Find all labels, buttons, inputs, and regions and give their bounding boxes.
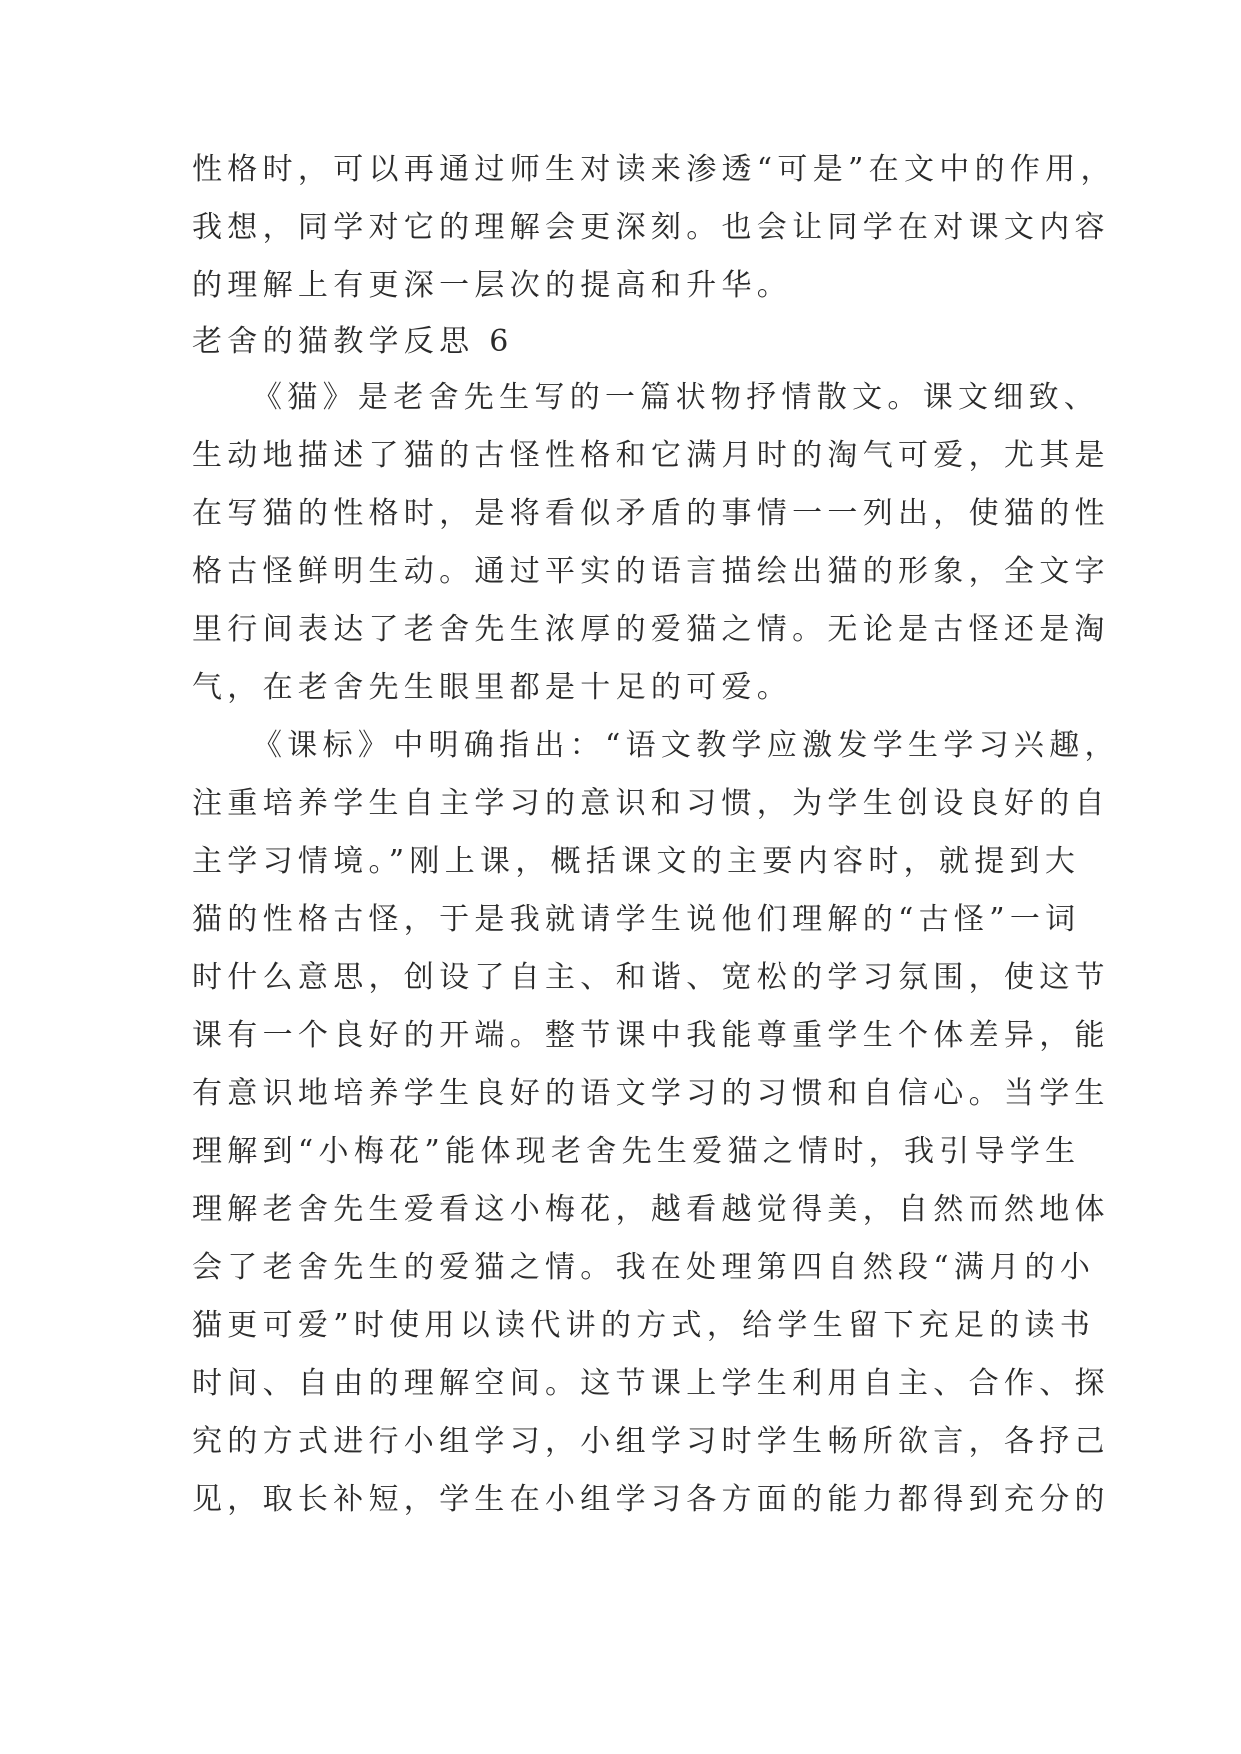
text-line: 的理解上有更深一层次的提高和升华。 [192, 268, 793, 303]
text-line: 注重培养学生自主学习的意识和习惯，为学生创设良好的自 [192, 786, 1110, 821]
text-line: 主学习情境。”刚上课，概括课文的主要内容时，就提到大 [192, 844, 1081, 879]
text-line: 《猫》是老舍先生写的一篇状物抒情散文。课文细致、 [252, 380, 1100, 415]
text-line: 见，取长补短，学生在小组学习各方面的能力都得到充分的 [192, 1482, 1110, 1517]
text-line: 理解到“小梅花”能体现老舍先生爱猫之情时，我引导学生 [192, 1134, 1081, 1169]
text-line: 在写猫的性格时，是将看似矛盾的事情一一列出，使猫的性 [192, 496, 1110, 531]
text-line: 里行间表达了老舍先生浓厚的爱猫之情。无论是古怪还是淘 [192, 612, 1110, 647]
text-line: 会了老舍先生的爱猫之情。我在处理第四自然段“满月的小 [192, 1250, 1096, 1285]
text-line: 时间、自由的理解空间。这节课上学生利用自主、合作、探 [192, 1366, 1110, 1401]
text-line: 课有一个良好的开端。整节课中我能尊重学生个体差异，能 [192, 1018, 1110, 1053]
text-line: 理解老舍先生爱看这小梅花，越看越觉得美，自然而然地体 [192, 1192, 1110, 1227]
section-heading: 老舍的猫教学反思 6 [192, 324, 514, 359]
text-line: 究的方式进行小组学习，小组学习时学生畅所欲言，各抒己 [192, 1424, 1110, 1459]
text-line: 有意识地培养学生良好的语文学习的习惯和自信心。当学生 [192, 1076, 1110, 1111]
text-line: 性格时，可以再通过师生对读来渗透“可是”在文中的作用， [192, 152, 1116, 187]
text-line: 猫的性格古怪，于是我就请学生说他们理解的“古怪”一词 [192, 902, 1081, 937]
text-line: 猫更可爱”时使用以读代讲的方式，给学生留下充足的读书 [192, 1308, 1096, 1343]
text-line: 《课标》中明确指出：“语文教学应激发学生学习兴趣， [252, 728, 1120, 763]
text-line: 时什么意思，创设了自主、和谐、宽松的学习氛围，使这节 [192, 960, 1110, 995]
text-line: 生动地描述了猫的古怪性格和它满月时的淘气可爱，尤其是 [192, 438, 1110, 473]
text-line: 格古怪鲜明生动。通过平实的语言描绘出猫的形象，全文字 [192, 554, 1110, 589]
text-line: 我想，同学对它的理解会更深刻。也会让同学在对课文内容 [192, 210, 1110, 245]
text-line: 气，在老舍先生眼里都是十足的可爱。 [192, 670, 793, 705]
